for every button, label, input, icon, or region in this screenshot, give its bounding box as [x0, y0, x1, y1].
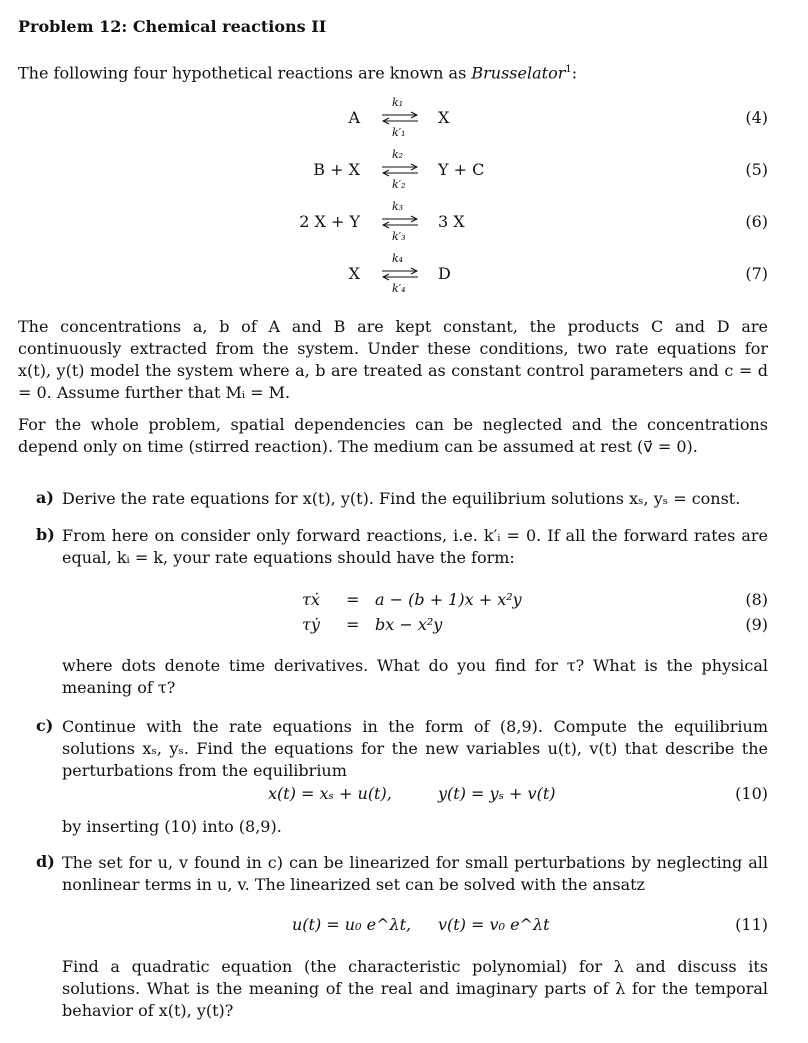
part-d-followup: Find a quadratic equation (the characteristic polynomial) for λ and discuss its solutions. What is the meaning of the real and imaginary parts of λ for the temporal behavior of x(t), y(t)?	[62, 957, 768, 1020]
reaction-reactants: A	[348, 108, 360, 127]
assumptions-paragraph: For the whole problem, spatial dependencies can be neglected and the concentrations depend only on time (stirred reaction). The medium can be assumed at rest (v⃗ = 0).	[18, 415, 768, 456]
intro-line	[18, 59, 577, 84]
reaction-number: (5)	[745, 160, 768, 179]
backward-rate: k′₁	[392, 126, 406, 139]
part-d-label: d)	[36, 852, 55, 871]
reaction-number: (4)	[745, 108, 768, 127]
reaction-reactants: 2 X + Y	[299, 212, 360, 231]
eq8-rhs: a − (b + 1)x + x²y	[375, 590, 522, 609]
eq9-rhs: bx − x²y	[375, 615, 443, 634]
eq10-x: x(t) = xₛ + u(t),	[268, 784, 392, 803]
footnote-mark: 1	[565, 64, 572, 75]
reaction-reactants: B + X	[313, 160, 360, 179]
intro-text: The following four hypothetical reactions are known as	[18, 63, 467, 83]
eq8-number: (8)	[745, 590, 768, 609]
backward-rate: k′₂	[392, 178, 406, 191]
forward-rate: k₂	[392, 148, 404, 161]
eq10-y: y(t) = yₛ + v(t)	[438, 784, 556, 803]
part-a-text: Derive the rate equations for x(t), y(t). Find the equilibrium solutions xₛ, yₛ = const.	[62, 489, 741, 508]
reaction-number: (7)	[745, 264, 768, 283]
equilibrium-arrows-icon	[380, 267, 420, 281]
eq9-number: (9)	[745, 615, 768, 634]
part-c-text: Continue with the rate equations in the form of (8,9). Compute the equilibrium solutions xₛ, yₛ. Find the equations for the new variables u(t), v(t) that describe the perturbations from the equilibrium	[62, 717, 768, 780]
part-b-text: From here on consider only forward reactions, i.e. k′ᵢ = 0. If all the forward rates are equal, kᵢ = k, your rate equations should have the form:	[62, 526, 768, 567]
reaction-number: (6)	[745, 212, 768, 231]
part-b-followup: where dots denote time derivatives. What do you find for τ? What is the physical meaning of τ?	[62, 656, 768, 697]
forward-rate: k₃	[392, 200, 404, 213]
eq11-v: v(t) = v₀ e^λt	[438, 915, 550, 934]
conditions-paragraph: The concentrations a, b of A and B are kept constant, the products C and D are continuously extracted from the system. Under these conditions, two rate equations for x(t), y(t) model the system where a, b are treated as constant control parameters and c = d = 0. Assume further that Mᵢ = M.	[18, 317, 768, 402]
intro-name: Brusselator	[471, 63, 566, 83]
eq9-equals: =	[346, 615, 360, 634]
eq8-lhs: τẋ	[302, 590, 320, 609]
equilibrium-arrows-icon	[380, 163, 420, 177]
eq11-number: (11)	[735, 915, 768, 934]
reaction-products: X	[438, 108, 450, 127]
equilibrium-arrows-icon	[380, 215, 420, 229]
intro-colon: :	[571, 63, 578, 83]
problem-title: Problem 12: Chemical reactions II	[18, 17, 327, 36]
reaction-products: D	[438, 264, 451, 283]
reaction-reactants: X	[348, 264, 360, 283]
eq8-equals: =	[346, 590, 360, 609]
reaction-products: 3 X	[438, 212, 465, 231]
forward-rate: k₁	[392, 96, 404, 109]
part-c-followup: by inserting (10) into (8,9).	[62, 817, 282, 836]
equilibrium-arrows-icon	[380, 111, 420, 125]
eq10-number: (10)	[735, 784, 768, 803]
part-a-label: a)	[36, 488, 54, 507]
eq11-u: u(t) = u₀ e^λt,	[292, 915, 412, 934]
backward-rate: k′₃	[392, 230, 406, 243]
backward-rate: k′₄	[392, 282, 406, 295]
reaction-products: Y + C	[438, 160, 485, 179]
forward-rate: k₄	[392, 252, 404, 265]
part-d-text: The set for u, v found in c) can be linearized for small perturbations by neglecting all nonlinear terms in u, v. The linearized set can be solved with the ansatz	[62, 853, 768, 894]
part-c-label: c)	[36, 716, 54, 735]
eq9-lhs: τẏ	[302, 615, 320, 634]
part-b-label: b)	[36, 525, 55, 544]
